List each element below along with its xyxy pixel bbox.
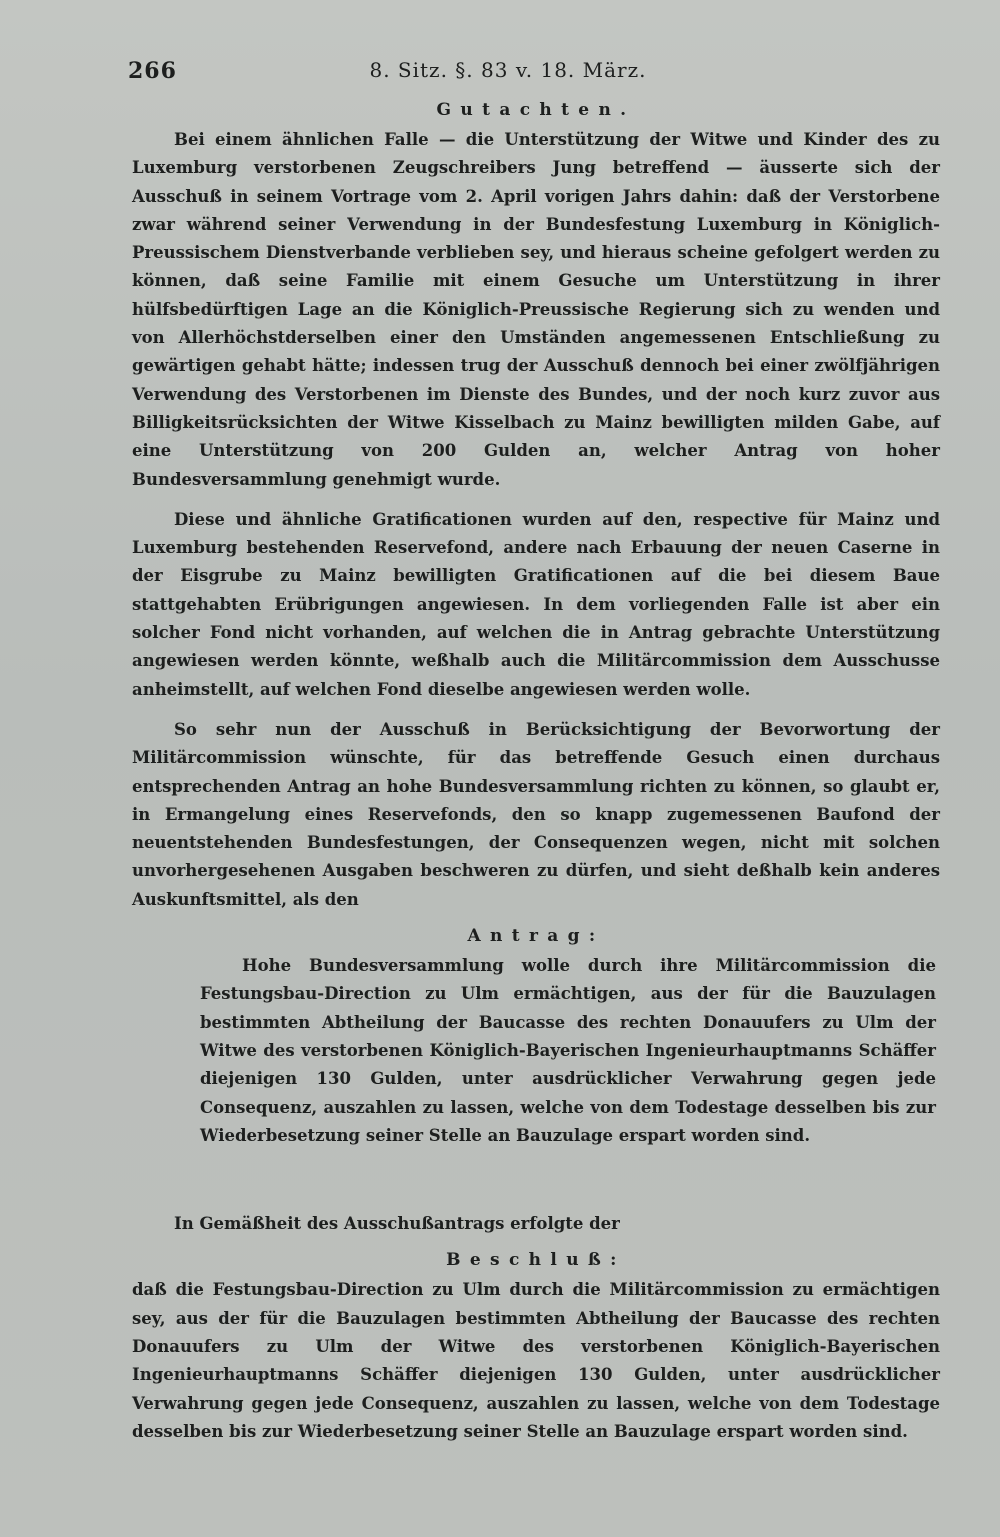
- page-body: [132, 100, 940, 1458]
- antrag-text: Hohe Bundesversammlung wolle durch ihre Militärcommission die Festungsbau-Direction zu Ulm ermächtigen, aus der für die Bauzulagen bestimmten Abtheilung der Baucasse des rechten Donauufers zu Ulm der Witwe des verstorbenen Königlich-Bayerischen Ingenieurhauptmanns Schäffer diejenigen 130 Gulden, unter ausdrücklicher Verwahrung gegen jede Consequenz, auszahlen zu lassen, welche von dem Todestage desselben bis zur Wiederbesetzung seiner Stelle an Bauzulage erspart worden sind.: [200, 956, 936, 1145]
- antrag-heading: Antrag:: [467, 926, 605, 947]
- page-number: 266: [128, 58, 177, 84]
- beschluss-text: daß die Festungsbau-Direction zu Ulm durch die Militärcommission zu ermächtigen sey, aus der für die Bauzulagen bestimmten Abtheilung der Baucasse des rechten Donauufers zu Ulm der Witwe des verstorbenen Königlich-Bayerischen Ingenieurhauptmanns Schäffer diejenigen 130 Gulden, unter ausdrücklicher Verwahrung gegen jede Consequenz, auszahlen zu lassen, welche von dem Todestage desselben bis zur Wiederbesetzung seiner Stelle an Bauzulage erspart worden sind.: [132, 1280, 940, 1441]
- gutachten-paragraph: Bei einem ähnlichen Falle — die Unterstützung der Witwe und Kinder des zu Luxemburg verstorbenen Zeugschreibers Jung betreffend — äusserte sich der Ausschuß in seinem Vortrage vom 2. April vorigen Jahrs dahin: daß der Verstorbene zwar während seiner Verwendung in der Bundesfestung Luxemburg in Königlich-Preussischem Dienstverbande verblieben sey, und hieraus scheine gefolgert werden zu können, daß seine Familie mit einem Gesuche um Unterstützung in ihrer hülfsbedürftigen Lage an die Königlich-Preussische Regierung sich zu wenden und von Allerhöchstderselben einer den Umständen angemessenen Entschließung zu gewärtigen gehabt hätte; indessen trug der Ausschuß dennoch bei einer zwölfjährigen Verwendung des Verstorbenen im Dienste des Bundes, und der noch kurz zuvor aus Billigkeitsrücksichten der Witwe Kisselbach zu Mainz bewilligten milden Gabe, auf eine Unterstützung von 200 Gulden an, welcher Antrag von hoher Bundesversammlung genehmigt wurde.: [132, 130, 940, 489]
- section-gap: [132, 1162, 940, 1210]
- beschluss-heading: Beschluß:: [446, 1250, 626, 1271]
- gutachten-paragraph: Diese und ähnliche Gratificationen wurden auf den, respective für Mainz und Luxemburg bestehenden Reservefond, andere nach Erbauung der neuen Caserne in der Eisgrube zu Mainz bewilligten Gratificationen auf die bei diesem Baue stattgehabten Erübrigungen angewiesen. In dem vorliegenden Falle ist aber ein solcher Fond nicht vorhanden, auf welchen die in Antrag gebrachte Unterstützung angewiesen werden könnte, weßhalb auch die Militärcommission dem Ausschusse anheimstellt, auf welchen Fond dieselbe angewiesen werden wolle.: [132, 509, 940, 699]
- gutachten-heading: Gutachten.: [436, 100, 636, 120]
- page-header: [128, 58, 888, 92]
- beschluss-intro: In Gemäßheit des Ausschußantrags erfolgte der: [174, 1214, 620, 1234]
- running-head: 8. Sitz. §. 83 v. 18. März.: [369, 58, 647, 82]
- gutachten-paragraph: So sehr nun der Ausschuß in Berücksichtigung der Bevorwortung der Militärcommission wünschte, für das betreffende Gesuch einen durchaus entsprechenden Antrag an hohe Bundesversammlung richten zu können, so glaubt er, in Ermangelung eines Reservefonds, den so knapp zugemessenen Baufond der neuentstehenden Bundesfestungen, der Consequenzen wegen, nicht mit solchen unvorhergesehenen Ausgaben beschweren zu dürfen, und sieht deßhalb kein anderes Auskunftsmittel, als den: [132, 719, 940, 909]
